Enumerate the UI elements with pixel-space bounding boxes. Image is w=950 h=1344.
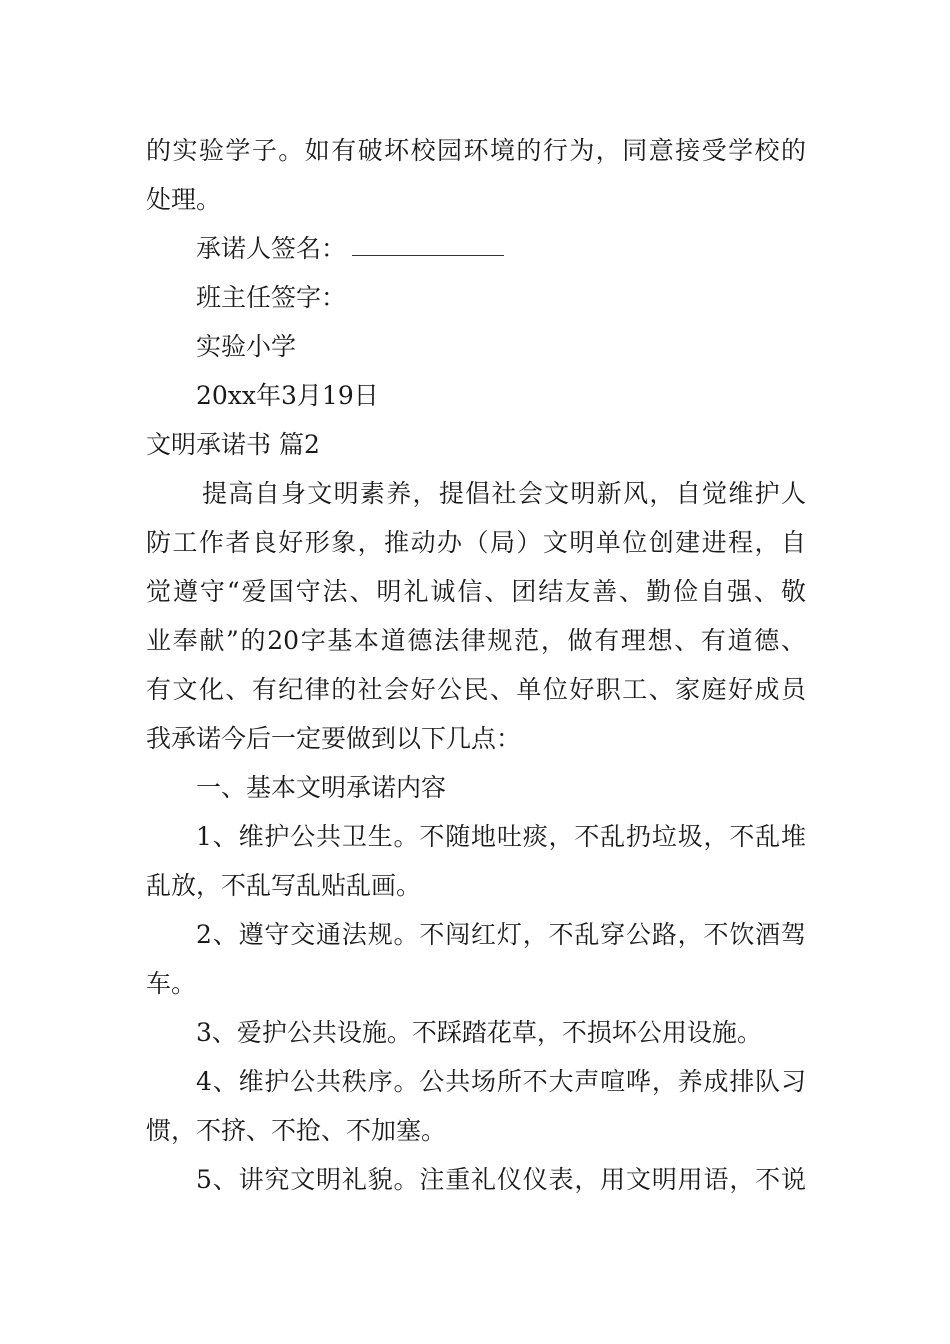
school-name: 实验小学 [196, 332, 297, 361]
document-page [146, 126, 806, 1204]
paragraph-line: 有文化、有纪律的社会好公民、单位好职工、家庭好成员 [146, 675, 806, 704]
paragraph-line: 处理。 [146, 185, 222, 214]
paragraph-line: 防工作者良好形象，推动办（局）文明单位创建进程，自 [146, 528, 806, 557]
document-date: 20xx年3月19日 [196, 381, 379, 410]
list-item-continuation: 乱放，不乱写乱贴乱画。 [146, 871, 422, 900]
list-item-continuation: 车。 [146, 969, 197, 998]
signature-blank [352, 254, 504, 256]
paragraph-line: 提高自身文明素养，提倡社会文明新风，自觉维护人 [202, 479, 806, 508]
subsection-title: 一、基本文明承诺内容 [196, 773, 447, 802]
paragraph-line: 我承诺今后一定要做到以下几点： [146, 724, 522, 753]
list-item: 3、爱护公共设施。不踩踏花草，不损坏公用设施。 [196, 1018, 762, 1047]
list-item: 4、维护公共秩序。公共场所不大声喧哗，养成排队习 [196, 1067, 806, 1096]
signer-signature-line [146, 224, 806, 273]
list-item: 2、遵守交通法规。不闯红灯，不乱穿公路，不饮酒驾 [196, 920, 806, 949]
paragraph-line: 业奉献”的20字基本道德法律规范，做有理想、有道德、 [146, 626, 806, 655]
list-item-continuation: 惯，不挤、不抢、不加塞。 [146, 1116, 447, 1145]
signer-label: 承诺人签名： [196, 234, 347, 263]
paragraph-line: 的实验学子。如有破坏校园环境的行为，同意接受学校的 [146, 136, 806, 165]
teacher-signature-label: 班主任签字： [196, 283, 347, 312]
section-heading: 文明承诺书 篇2 [146, 430, 320, 459]
paragraph-line: 觉遵守“爱国守法、明礼诚信、团结友善、勤俭自强、敬 [146, 577, 806, 606]
list-item: 5、讲究文明礼貌。注重礼仪仪表，用文明用语，不说 [196, 1165, 806, 1194]
list-item: 1、维护公共卫生。不随地吐痰，不乱扔垃圾，不乱堆 [196, 822, 806, 851]
